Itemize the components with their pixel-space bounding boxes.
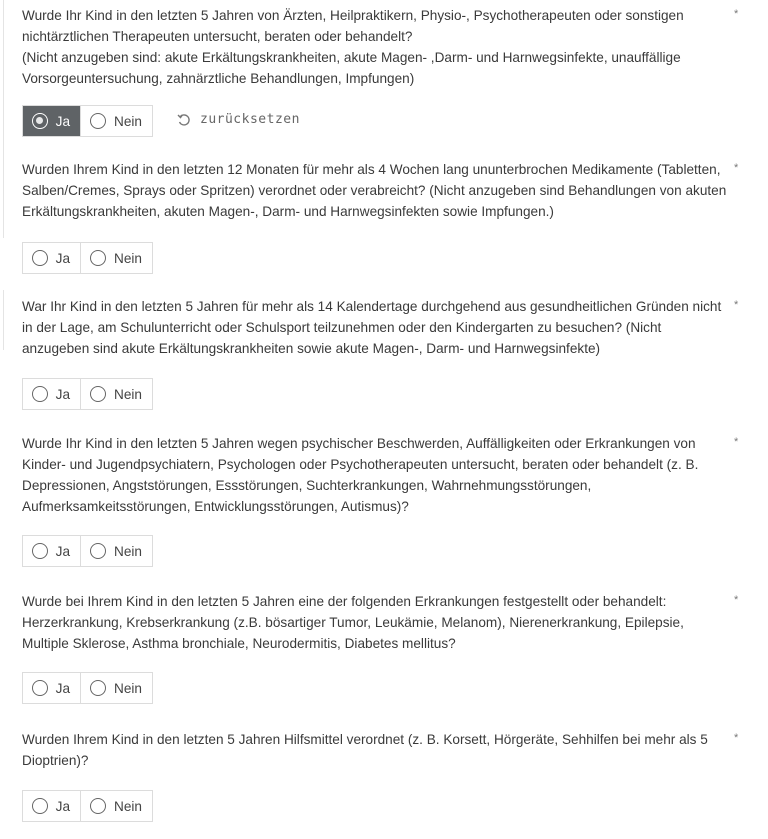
question-6 bbox=[22, 729, 730, 771]
option-ja[interactable] bbox=[23, 673, 80, 703]
option-nein[interactable] bbox=[80, 379, 152, 409]
radio-icon bbox=[90, 113, 106, 129]
option-ja[interactable] bbox=[23, 106, 80, 136]
option-label: Nein bbox=[114, 798, 142, 814]
question-2 bbox=[22, 159, 730, 222]
option-label: Ja bbox=[55, 543, 70, 559]
option-label: Nein bbox=[114, 113, 142, 129]
radio-icon bbox=[90, 250, 106, 266]
question-text: Wurde Ihr Kind in den letzten 5 Jahren wegen psychischer Beschwerden, Auffälligkeiten oder Erkrankungen von Kinder- und Jugendpsychiatern, Psychologen oder Psychotherapeuten untersucht, beraten oder behandelt (z. B. Depressionen, Angststörungen, Essstörungen, Suchterkrankungen, Wahrnehmungsstörungen, Aufmerksamkeitsstörungen, Entwicklungsstörungen, Autismus)? bbox=[22, 436, 699, 514]
answer-group-4 bbox=[22, 535, 153, 567]
question-text: Wurde Ihr Kind in den letzten 5 Jahren von Ärzten, Heilpraktikern, Physio-, Psychotherapeuten oder sonstigen nichtärztlichen Therapeuten untersucht, beraten oder behandelt? bbox=[22, 8, 684, 44]
question-text: War Ihr Kind in den letzten 5 Jahren für mehr als 14 Kalendertage durchgehend aus gesundheitlichen Gründen nicht in der Lage, am Schulunterricht oder Schulsport teilzunehmen oder den Kindergarten zu besuchen? (Nicht anzugeben sind akute Erkältungskrankheiten sowie akute Magen-, Darm- und Harnwegsinfekte) bbox=[22, 299, 722, 356]
option-label: Ja bbox=[55, 250, 70, 266]
undo-icon bbox=[177, 113, 191, 127]
option-label: Ja bbox=[55, 680, 70, 696]
question-text: Wurden Ihrem Kind in den letzten 5 Jahren Hilfsmittel verordnet (z. B. Korsett, Hörgeräte, Sehhilfen bei mehr als 5 Dioptrien)? bbox=[22, 732, 708, 768]
radio-icon bbox=[90, 798, 106, 814]
answer-group-1 bbox=[22, 105, 153, 137]
option-nein[interactable] bbox=[80, 791, 152, 821]
radio-icon bbox=[32, 798, 48, 814]
radio-icon bbox=[32, 250, 48, 266]
reset-button[interactable] bbox=[177, 112, 300, 127]
option-label: Ja bbox=[55, 798, 70, 814]
option-nein[interactable] bbox=[80, 243, 152, 273]
radio-icon bbox=[90, 680, 106, 696]
option-ja[interactable] bbox=[23, 243, 80, 273]
option-label: Nein bbox=[114, 386, 142, 402]
radio-icon bbox=[32, 386, 48, 402]
required-marker: * bbox=[734, 436, 739, 448]
question-3 bbox=[22, 296, 730, 359]
radio-icon bbox=[32, 680, 48, 696]
option-label: Nein bbox=[114, 680, 142, 696]
option-label: Nein bbox=[114, 543, 142, 559]
required-marker: * bbox=[734, 162, 739, 174]
radio-icon bbox=[90, 543, 106, 559]
section-border bbox=[3, 0, 4, 238]
radio-checked-icon bbox=[32, 113, 48, 129]
option-ja[interactable] bbox=[23, 379, 80, 409]
option-ja[interactable] bbox=[23, 536, 80, 566]
section-border bbox=[3, 290, 4, 350]
option-label: Ja bbox=[55, 386, 70, 402]
question-note: (Nicht anzugeben sind: akute Erkältungskrankheiten, akute Magen- ,Darm- und Harnwegsinfekte, unauffällige Vorsorgeuntersuchung, zahnärztliche Behandlungen, Impfungen) bbox=[22, 50, 681, 86]
question-text: Wurde bei Ihrem Kind in den letzten 5 Jahren eine der folgenden Erkrankungen festgestellt oder behandelt: Herzerkrankung, Krebserkrankung (z.B. bösartiger Tumor, Leukämie, Melanom), Nierenerkrankung, Epilepsie, Multiple Sklerose, Asthma bronchiale, Neurodermitis, Diabetes mellitus? bbox=[22, 594, 684, 651]
reset-label: zurücksetzen bbox=[200, 112, 300, 127]
required-marker: * bbox=[734, 8, 739, 20]
option-nein[interactable] bbox=[80, 106, 152, 136]
answer-group-6 bbox=[22, 790, 153, 822]
required-marker: * bbox=[734, 299, 739, 311]
radio-icon bbox=[32, 543, 48, 559]
required-marker: * bbox=[734, 594, 739, 606]
answer-group-5 bbox=[22, 672, 153, 704]
answer-group-2 bbox=[22, 242, 153, 274]
required-marker: * bbox=[734, 732, 739, 744]
option-ja[interactable] bbox=[23, 791, 80, 821]
question-5 bbox=[22, 591, 730, 654]
answer-group-3 bbox=[22, 378, 153, 410]
option-nein[interactable] bbox=[80, 536, 152, 566]
question-4 bbox=[22, 433, 730, 517]
option-label: Ja bbox=[55, 113, 70, 129]
option-nein[interactable] bbox=[80, 673, 152, 703]
option-label: Nein bbox=[114, 250, 142, 266]
radio-icon bbox=[90, 386, 106, 402]
question-1 bbox=[22, 5, 730, 89]
question-text: Wurden Ihrem Kind in den letzten 12 Monaten für mehr als 4 Wochen lang ununterbrochen Medikamente (Tabletten, Salben/Cremes, Sprays oder Spritzen) verordnet oder verabreicht? (Nicht anzugeben sind Behandlungen von akuten Erkältungskrankheiten, akuten Magen-, Darm- und Harnwegsinfekten sowie Impfungen.) bbox=[22, 162, 727, 219]
